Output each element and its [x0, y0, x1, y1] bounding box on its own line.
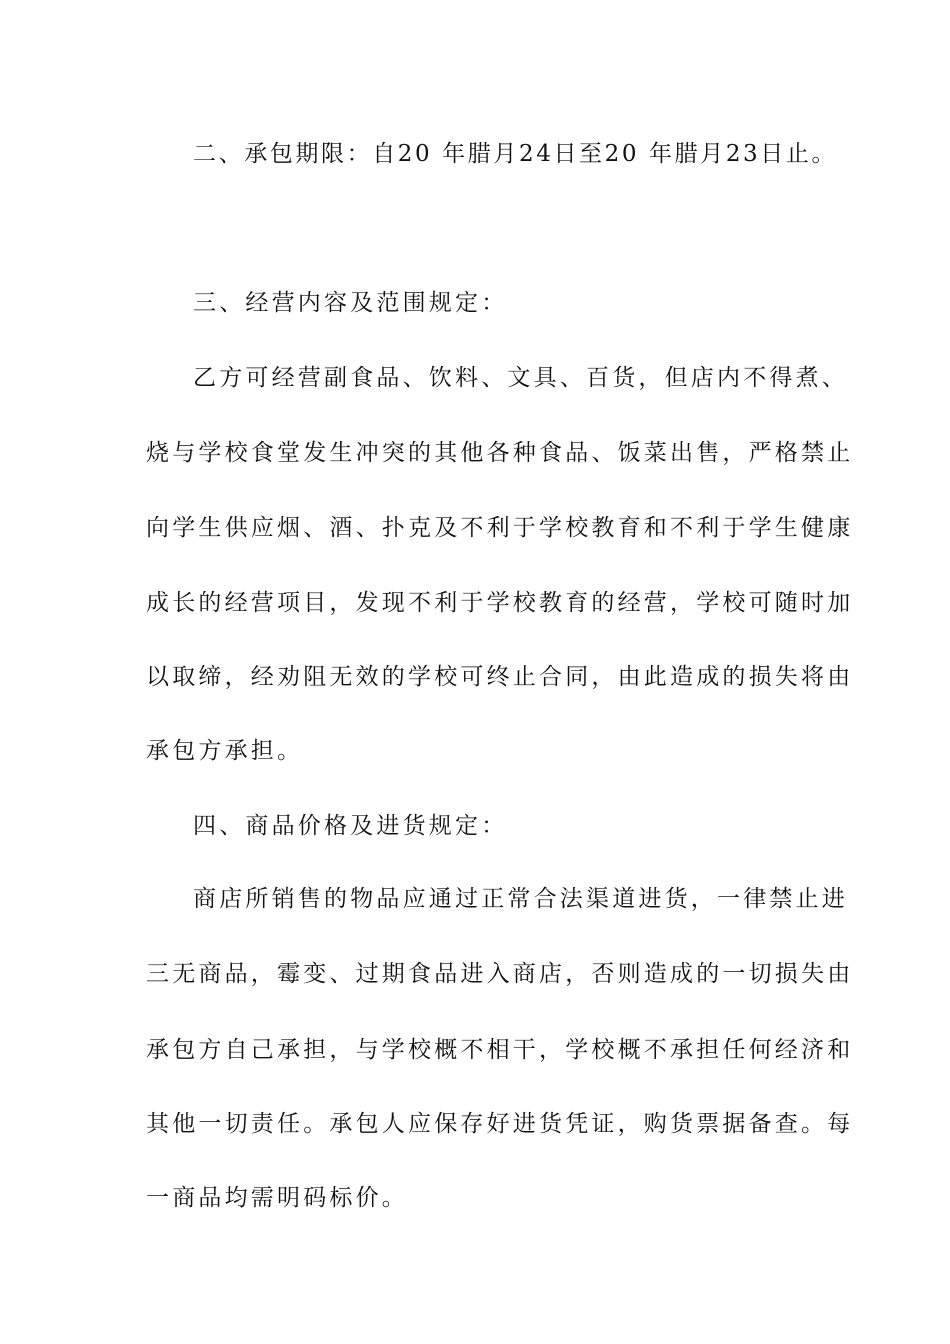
- section-4-paragraph-line: 一商品均需明码标价。: [146, 1185, 408, 1211]
- section-3-paragraph-line: 以取缔，经劝阻无效的学校可终止合同，由此造成的损失将由: [146, 664, 854, 690]
- section-3-heading: 三、经营内容及范围规定：: [193, 290, 508, 316]
- section-3-paragraph-line: 向学生供应烟、酒、扑克及不利于学校教育和不利于学生健康: [146, 515, 854, 541]
- section-4-paragraph-line: 商店所销售的物品应通过正常合法渠道进货，一律禁止进: [193, 886, 848, 912]
- section-4-heading: 四、商品价格及进货规定：: [193, 813, 508, 839]
- section-4-paragraph-line: 其他一切责任。承包人应保存好进货凭证，购货票据备查。每: [146, 1111, 854, 1137]
- section-3-paragraph-line: 乙方可经营副食品、饮料、文具、百货，但店内不得煮、: [193, 365, 848, 391]
- section-4-paragraph-line: 承包方自己承担，与学校概不相干，学校概不承担任何经济和: [146, 1037, 854, 1063]
- section-2-heading: 二、承包期限：自20 年腊月24日至20 年腊月23日止。: [193, 141, 838, 167]
- section-3-paragraph-line: 成长的经营项目，发现不利于学校教育的经营，学校可随时加: [146, 590, 854, 616]
- section-3-paragraph-line: 承包方承担。: [146, 738, 304, 764]
- section-4-paragraph-line: 三无商品，霉变、过期食品进入商店，否则造成的一切损失由: [146, 961, 854, 987]
- section-3-paragraph-line: 烧与学校食堂发生冲突的其他各种食品、饭菜出售，严格禁止: [146, 440, 854, 466]
